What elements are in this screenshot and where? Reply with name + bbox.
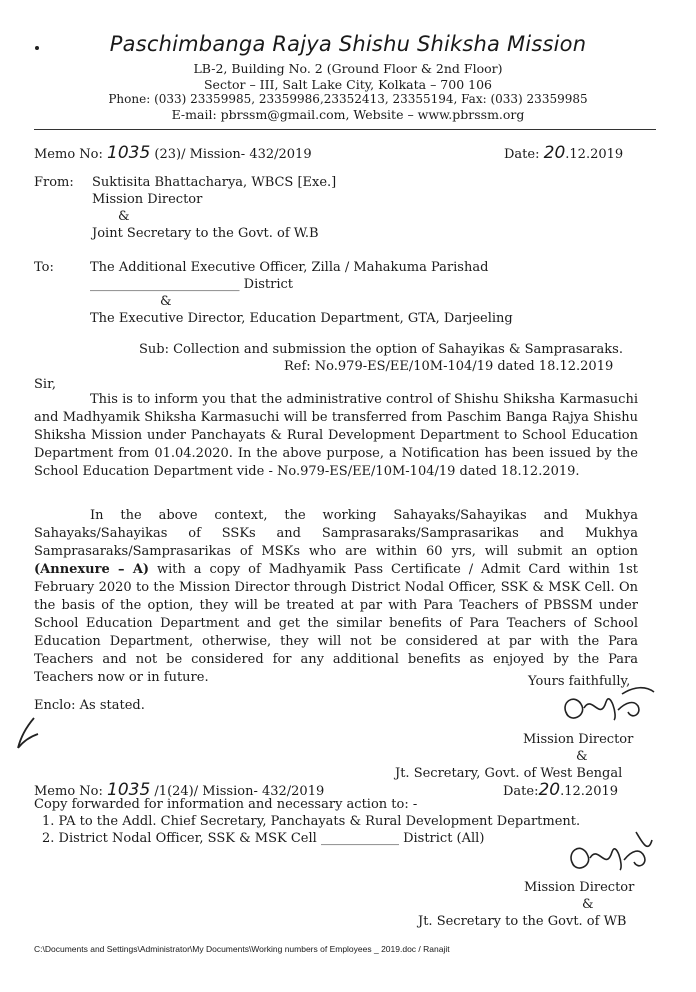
memo-2-prefix: Memo No: <box>34 784 103 799</box>
body-paragraph-2 <box>34 507 638 687</box>
annexure-ref: (Annexure – A) <box>34 562 150 577</box>
subject-line: Sub: Collection and submission the option of Sahayikas & Samprasaraks. <box>139 342 623 357</box>
memo-number <box>34 143 312 163</box>
salutation: Sir, <box>34 377 56 392</box>
memo-2-suffix: /1(24)/ Mission- 432/2019 <box>154 784 325 799</box>
signatory-2-title-2: Jt. Secretary to the Govt. of WB <box>418 914 627 929</box>
date-rest: .12.2019 <box>565 147 624 162</box>
to-line-2 <box>90 277 293 292</box>
from-line-2: Mission Director <box>92 192 203 207</box>
signature-2 <box>556 818 660 884</box>
memo-2-date-label: Date: <box>503 784 539 799</box>
date-label: Date: <box>504 147 540 162</box>
memo-2-date-handwritten-day: 20 <box>538 780 561 800</box>
district-blank: _______________________ <box>90 277 240 292</box>
signatory-2-amp: & <box>582 897 594 912</box>
memo-2-date-rest: .12.2019 <box>560 784 619 799</box>
memo-handwritten-number: 1035 <box>107 143 151 163</box>
copy-item-2: 2. District Nodal Officer, SSK & MSK Cell ____________ District (All) <box>42 831 485 846</box>
from-line-1: Suktisita Bhattacharya, WBCS [Exe.] <box>92 175 337 190</box>
reference-line: Ref: No.979-ES/EE/10M-104/19 dated 18.12.2019 <box>284 359 614 374</box>
copy-item-1: 1. PA to the Addl. Chief Secretary, Panchayats & Rural Development Department. <box>42 814 581 829</box>
file-path-footer: C:\Documents and Settings\Administrator\My Documents\Working numbers of Employees _ 2019.doc / Ranajit <box>34 944 450 954</box>
margin-tick-mark <box>4 714 44 754</box>
signatory-2-title: Mission Director <box>524 880 635 895</box>
signatory-1-amp: & <box>576 749 588 764</box>
to-line-1: The Additional Executive Officer, Zilla / Mahakuma Parishad <box>90 260 489 275</box>
from-line-4: Joint Secretary to the Govt. of W.B <box>92 226 319 241</box>
to-line-3: The Executive Director, Education Department, GTA, Darjeeling <box>90 311 513 326</box>
para2-part-b: with a copy of Madhyamik Pass Certificate / Admit Card within 1st February 2020 to the Mission Director through District Nodal Officer, SSK & MSK Cell. On the basis of the option, they will be treated at par with Para Teachers of PBSSM under School Education Department and get the similar benefits of Para Teachers of School Education Department, otherwise, they will not be considered at par with the Para Teachers and not be considered for any additional benefits as enjoyed by the Para Teachers now or in future. <box>34 562 639 685</box>
phone-line: Phone: (033) 23359985, 23359986,23352413, 23355194, Fax: (033) 23359985 <box>108 92 588 106</box>
memo-2-handwritten-number: 1035 <box>107 780 151 800</box>
signatory-1-title: Mission Director <box>523 732 634 747</box>
email-line: E-mail: pbrssm@gmail.com, Website – www.pbrssm.org <box>171 107 525 122</box>
to-label: To: <box>34 260 54 275</box>
header-rule <box>34 129 656 130</box>
signature-1 <box>548 672 660 736</box>
memo-prefix: Memo No: <box>34 147 103 162</box>
signatory-1-title-2: Jt. Secretary, Govt. of West Bengal <box>395 766 623 781</box>
from-line-3: & <box>118 209 130 224</box>
district-label: District <box>243 277 293 292</box>
org-name: Paschimbanga Rajya Shishu Shiksha Mission <box>109 32 587 56</box>
from-label: From: <box>34 175 74 190</box>
address-line-1: LB-2, Building No. 2 (Ground Floor & 2nd Floor) <box>193 61 503 76</box>
to-amp: & <box>160 294 172 309</box>
memo-suffix: (23)/ Mission- 432/2019 <box>154 147 312 162</box>
para2-part-a: In the above context, the working Sahayaks/Sahayikas and Mukhya Sahayaks/Sahayikas of SSKs and Samprasaraks/Samprasarikas and Mukhya Samprasaraks/Samprasarikas of MSKs who are within 60 yrs, will submit an option <box>34 508 638 559</box>
body-paragraph-1: This is to inform you that the administrative control of Shishu Shiksha Karmasuchi and Madhyamik Shiksha Karmasuchi will be transferred from Paschim Banga Rajya Shishu Shiksha Mission under Panchayats & Rural Development Department to School Education Department from 01.04.2020. In the above purpose, a Notification has been issued by the School Education Department vide - No.979-ES/EE/10M-104/19 dated 18.12.2019. <box>34 392 638 479</box>
copy-forwarded-intro: Copy forwarded for information and necessary action to: - <box>34 797 418 812</box>
closing: Yours faithfully, <box>528 674 631 689</box>
enclosure: Enclo: As stated. <box>34 698 145 713</box>
address-line-2: Sector – III, Salt Lake City, Kolkata – 700 106 <box>203 77 492 92</box>
memo-2-date <box>503 780 618 800</box>
memo-date <box>504 143 623 163</box>
date-handwritten-day: 20 <box>543 143 566 163</box>
